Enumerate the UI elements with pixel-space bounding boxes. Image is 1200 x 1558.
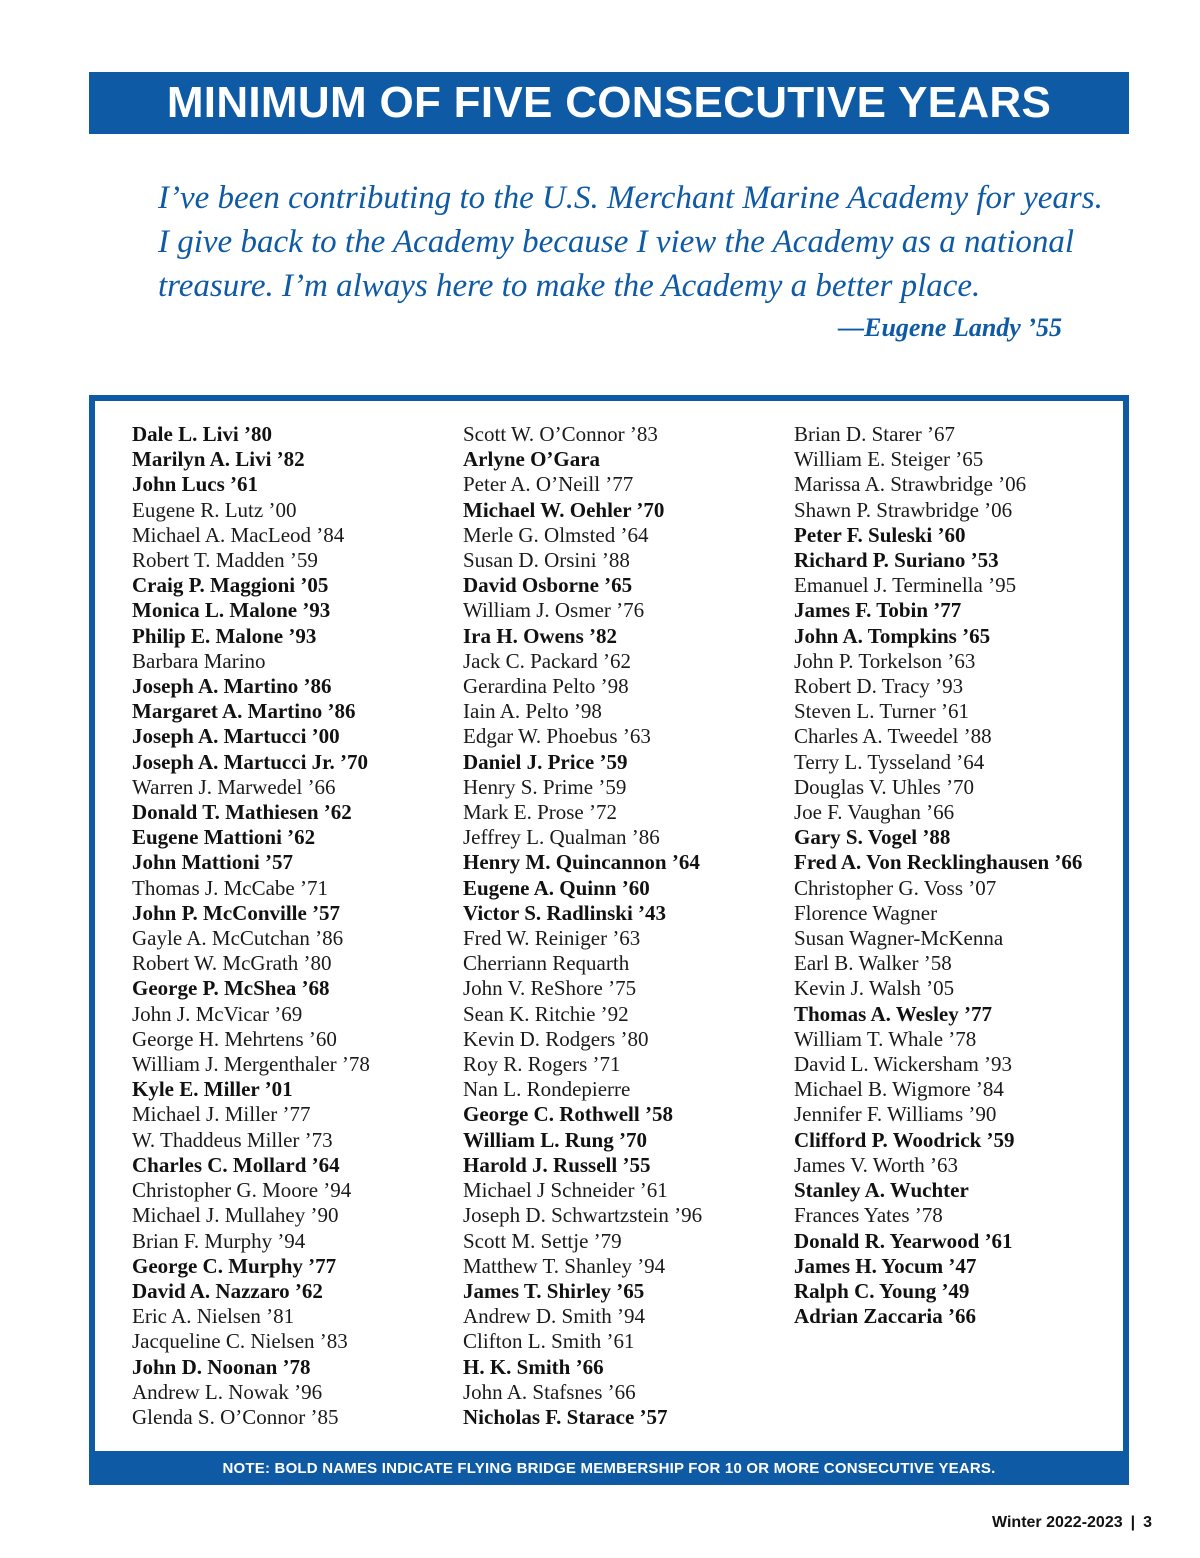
- roster-column-2: [463, 422, 702, 1430]
- donor-name: Nicholas F. Starace ’57: [463, 1404, 668, 1429]
- donor-name: Kevin J. Walsh ’05: [794, 976, 955, 1001]
- donor-name: Michael J. Mullahey ’90: [132, 1203, 339, 1228]
- donor-name: David L. Wickersham ’93: [794, 1052, 1013, 1077]
- donor-name: Joseph A. Martino ’86: [132, 674, 332, 699]
- donor-name: Monica L. Malone ’93: [132, 598, 331, 623]
- donor-name: David A. Nazzaro ’62: [132, 1278, 323, 1303]
- donor-name: William J. Osmer ’76: [463, 598, 645, 623]
- donor-name: Donald R. Yearwood ’61: [794, 1228, 1013, 1253]
- donor-name: William T. Whale ’78: [794, 1026, 977, 1051]
- donor-name: Thomas J. McCabe ’71: [132, 875, 328, 900]
- banner-title: MINIMUM OF FIVE CONSECUTIVE YEARS: [166, 78, 1052, 127]
- donor-name: James T. Shirley ’65: [463, 1278, 645, 1303]
- footer-separator: |: [1130, 1514, 1136, 1531]
- donor-name: George C. Murphy ’77: [132, 1253, 337, 1278]
- donor-name: Glenda S. O’Connor ’85: [132, 1404, 339, 1429]
- bold-names-note: [89, 1451, 1129, 1485]
- donor-name: Brian D. Starer ’67: [794, 422, 955, 446]
- donor-name: Joseph A. Martucci Jr. ’70: [132, 749, 369, 774]
- donor-name: Cherriann Requarth: [463, 951, 630, 976]
- donor-name: John V. ReShore ’75: [463, 976, 637, 1001]
- donor-name: Peter F. Suleski ’60: [794, 522, 966, 547]
- donor-name: Henry S. Prime ’59: [463, 774, 627, 799]
- donor-name: Joseph A. Martucci ’00: [132, 724, 340, 749]
- donor-name: Christopher G. Moore ’94: [132, 1178, 352, 1203]
- donor-name: Fred W. Reiniger ’63: [463, 926, 641, 951]
- donor-name: Joseph D. Schwartzstein ’96: [463, 1203, 703, 1228]
- donor-name: Warren J. Marwedel ’66: [132, 774, 336, 799]
- donor-name: Scott W. O’Connor ’83: [463, 422, 658, 446]
- donor-name: Gerardina Pelto ’98: [463, 674, 629, 699]
- donor-name: Scott M. Settje ’79: [463, 1228, 622, 1253]
- donor-name: Susan D. Orsini ’88: [463, 548, 630, 573]
- donor-name: Christopher G. Voss ’07: [794, 875, 997, 900]
- donor-name: Matthew T. Shanley ’94: [463, 1253, 666, 1278]
- donor-name: Steven L. Turner ’61: [794, 699, 969, 724]
- donor-name: Earl B. Walker ’58: [794, 951, 952, 976]
- donor-name: Thomas A. Wesley ’77: [794, 1001, 992, 1026]
- donor-name: Mark E. Prose ’72: [463, 800, 617, 825]
- donor-name: Arlyne O’Gara: [463, 447, 601, 472]
- donor-name: James H. Yocum ’47: [794, 1253, 977, 1278]
- donor-name: Clifford P. Woodrick ’59: [794, 1127, 1015, 1152]
- donor-name: Peter A. O’Neill ’77: [463, 472, 634, 497]
- donor-name: John Lucs ’61: [132, 472, 259, 497]
- donor-name: Eric A. Nielsen ’81: [132, 1304, 295, 1329]
- donor-name: George P. McShea ’68: [132, 976, 330, 1001]
- donor-name: Nan L. Rondepierre: [463, 1077, 631, 1102]
- donor-name: Daniel J. Price ’59: [463, 749, 628, 774]
- donor-name: Marissa A. Strawbridge ’06: [794, 472, 1027, 497]
- donor-name: Harold J. Russell ’55: [463, 1152, 651, 1177]
- donor-name: Victor S. Radlinski ’43: [463, 900, 667, 925]
- donor-name: James V. Worth ’63: [794, 1152, 958, 1177]
- donor-name: Iain A. Pelto ’98: [463, 699, 602, 724]
- donor-name: Douglas V. Uhles ’70: [794, 774, 975, 799]
- donor-name: Emanuel J. Terminella ’95: [794, 573, 1017, 598]
- donor-name: Jack C. Packard ’62: [463, 648, 631, 673]
- donor-name: Clifton L. Smith ’61: [463, 1329, 635, 1354]
- donor-name: Sean K. Ritchie ’92: [463, 1001, 629, 1026]
- donor-name: Barbara Marino: [132, 648, 266, 673]
- donor-name: Andrew L. Nowak ’96: [132, 1379, 323, 1404]
- donor-name: Charles C. Mollard ’64: [132, 1152, 340, 1177]
- donor-name: Charles A. Tweedel ’88: [794, 724, 992, 749]
- donor-roster: [89, 395, 1129, 1485]
- donor-name: Michael A. MacLeod ’84: [132, 522, 345, 547]
- issue-label: Winter 2022-2023: [992, 1514, 1123, 1531]
- donor-name: Roy R. Rogers ’71: [463, 1052, 621, 1077]
- donor-name: Richard P. Suriano ’53: [794, 548, 999, 573]
- donor-name: Jacqueline C. Nielsen ’83: [132, 1329, 348, 1354]
- donor-name: Craig P. Maggioni ’05: [132, 573, 329, 598]
- donor-name: Kyle E. Miller ’01: [132, 1077, 293, 1102]
- quote-line: treasure. I’m always here to make the Academy a better place.: [158, 268, 981, 304]
- donor-name: Ira H. Owens ’82: [463, 623, 617, 648]
- donor-name: Robert D. Tracy ’93: [794, 674, 964, 699]
- donor-name: Michael W. Oehler ’70: [463, 497, 665, 522]
- donor-name: Stanley A. Wuchter: [794, 1178, 969, 1203]
- donor-name: Andrew D. Smith ’94: [463, 1304, 645, 1329]
- donor-name: H. K. Smith ’66: [463, 1354, 604, 1379]
- donor-name: George C. Rothwell ’58: [463, 1102, 673, 1127]
- quote-line: I’ve been contributing to the U.S. Merchant Marine Academy for years.: [158, 180, 1103, 216]
- note-text: NOTE: BOLD NAMES INDICATE FLYING BRIDGE MEMBERSHIP FOR 10 OR MORE CONSECUTIVE YEARS.: [222, 1459, 996, 1477]
- donor-name: Shawn P. Strawbridge ’06: [794, 497, 1013, 522]
- donor-name: Edgar W. Phoebus ’63: [463, 724, 651, 749]
- donor-name: Susan Wagner-McKenna: [794, 926, 1004, 951]
- donor-name: Michael J. Miller ’77: [132, 1102, 311, 1127]
- donor-name: Brian F. Murphy ’94: [132, 1228, 306, 1253]
- donor-name: William L. Rung ’70: [463, 1127, 647, 1152]
- donor-name: Donald T. Mathiesen ’62: [132, 800, 352, 825]
- donor-name: John A. Stafsnes ’66: [463, 1379, 636, 1404]
- donor-name: William J. Mergenthaler ’78: [132, 1052, 370, 1077]
- donor-name: Jeffrey L. Qualman ’86: [463, 825, 660, 850]
- donor-name: Michael B. Wigmore ’84: [794, 1077, 1004, 1102]
- donor-name: Fred A. Von Recklinghausen ’66: [794, 850, 1083, 875]
- donor-name: Kevin D. Rodgers ’80: [463, 1026, 649, 1051]
- donor-name: John Mattioni ’57: [132, 850, 294, 875]
- quote-line: I give back to the Academy because I view the Academy as a national: [158, 224, 1075, 260]
- donor-name: Adrian Zaccaria ’66: [794, 1304, 976, 1329]
- donor-name: John J. McVicar ’69: [132, 1001, 303, 1026]
- donor-name: Joe F. Vaughan ’66: [794, 800, 955, 825]
- donor-name: Eugene R. Lutz ’00: [132, 497, 297, 522]
- donor-name: John P. McConville ’57: [132, 900, 341, 925]
- donor-name: Philip E. Malone ’93: [132, 623, 317, 648]
- donor-name: Henry M. Quincannon ’64: [463, 850, 700, 875]
- donor-name: John A. Tompkins ’65: [794, 623, 991, 648]
- donor-name: W. Thaddeus Miller ’73: [132, 1127, 333, 1152]
- donor-name: Eugene A. Quinn ’60: [463, 875, 650, 900]
- page-footer: [992, 1514, 1152, 1532]
- donor-name: Michael J Schneider ’61: [463, 1178, 668, 1203]
- donor-name: John P. Torkelson ’63: [794, 648, 976, 673]
- donor-name: William E. Steiger ’65: [794, 447, 984, 472]
- donor-name: Eugene Mattioni ’62: [132, 825, 316, 850]
- donor-name: George H. Mehrtens ’60: [132, 1026, 337, 1051]
- donor-name: Dale L. Livi ’80: [132, 422, 272, 446]
- donor-name: Frances Yates ’78: [794, 1203, 943, 1228]
- donor-name: Jennifer F. Williams ’90: [794, 1102, 997, 1127]
- donor-name: Merle G. Olmsted ’64: [463, 522, 649, 547]
- section-banner: [89, 72, 1129, 134]
- donor-name: Robert W. McGrath ’80: [132, 951, 332, 976]
- page-number: 3: [1143, 1514, 1152, 1531]
- donor-name: Ralph C. Young ’49: [794, 1278, 970, 1303]
- donor-name: John D. Noonan ’78: [132, 1354, 311, 1379]
- roster-column-3: [794, 422, 1082, 1329]
- donor-name: Gayle A. McCutchan ’86: [132, 926, 344, 951]
- donor-name: Florence Wagner: [794, 900, 938, 925]
- donor-name: Margaret A. Martino ’86: [132, 699, 356, 724]
- donor-name: James F. Tobin ’77: [794, 598, 962, 623]
- pull-quote: [158, 176, 1103, 308]
- donor-name: Gary S. Vogel ’88: [794, 825, 951, 850]
- donor-name: Terry L. Tysseland ’64: [794, 749, 985, 774]
- roster-column-1: [132, 422, 370, 1430]
- donor-name: David Osborne ’65: [463, 573, 633, 598]
- donor-name: Marilyn A. Livi ’82: [132, 447, 305, 472]
- quote-attribution: —Eugene Landy ’55: [838, 313, 1062, 342]
- donor-name: Robert T. Madden ’59: [132, 548, 318, 573]
